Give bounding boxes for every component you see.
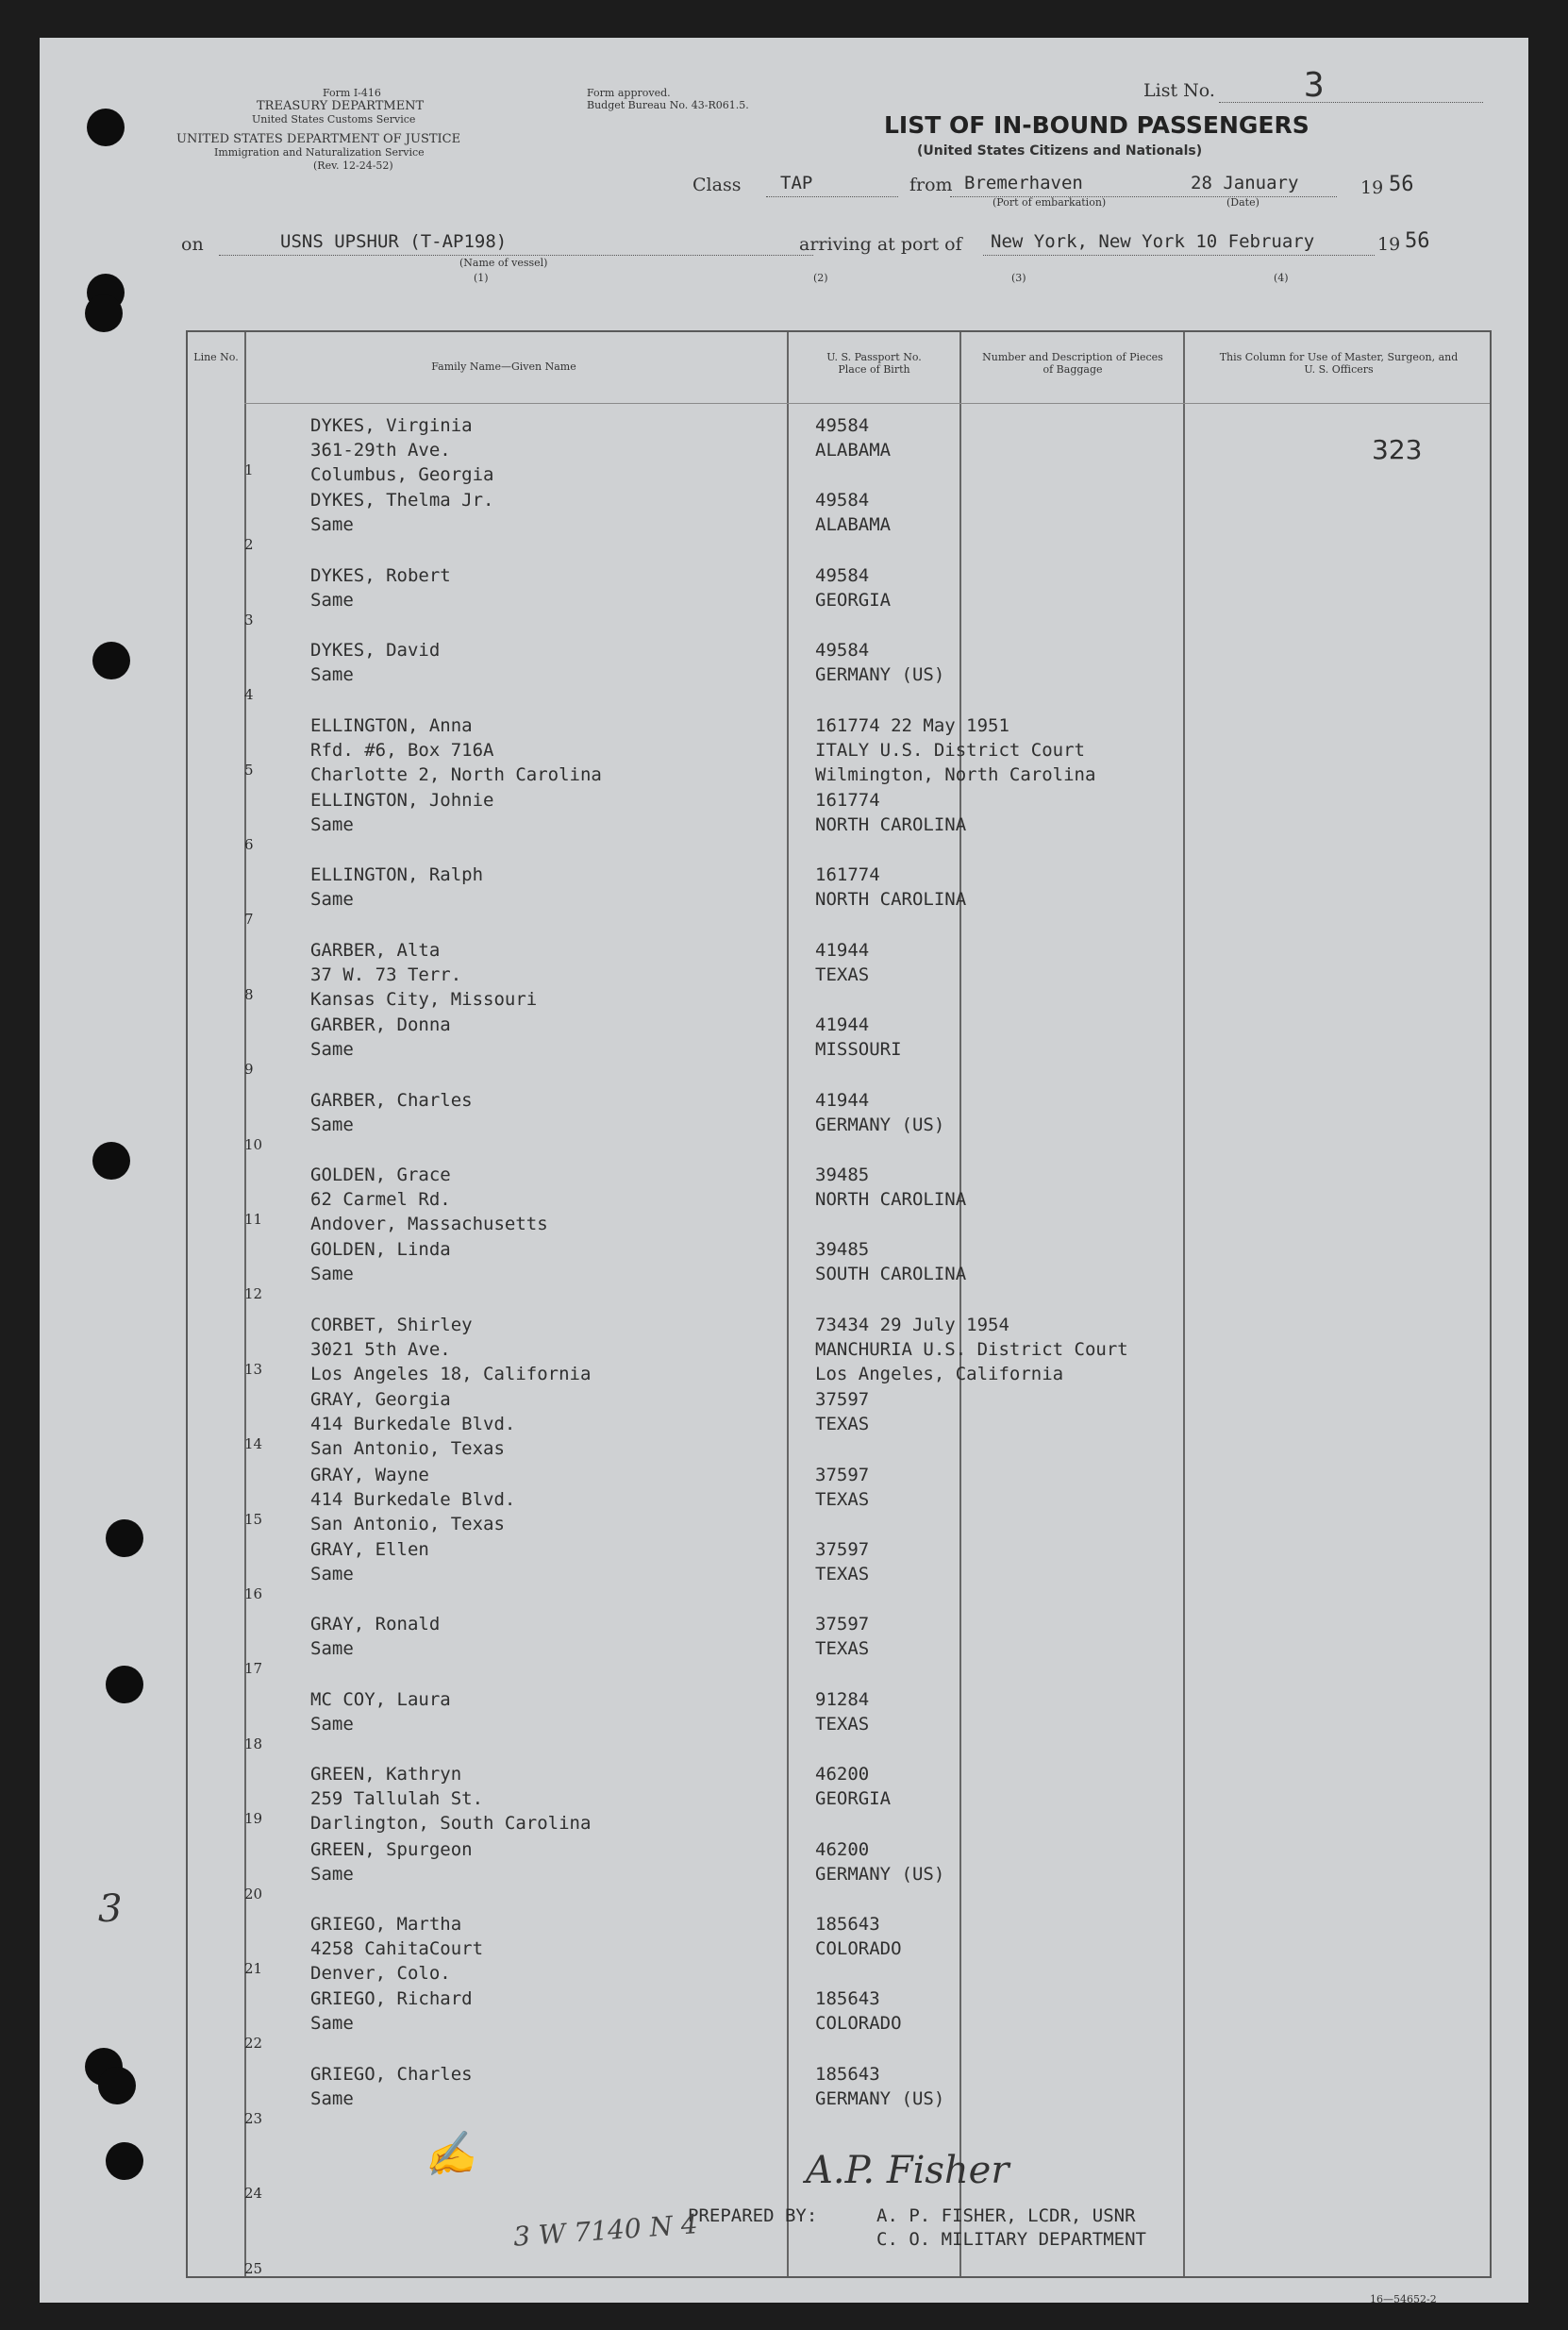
passport-number: 49584 <box>815 415 870 436</box>
passport-birthplace <box>815 938 869 987</box>
passport-number: 161774 <box>815 864 880 886</box>
address-line: 414 Burkedale Blvd. <box>310 1414 516 1435</box>
line-number: 5 <box>244 761 254 779</box>
header-baggage: Number and Description of Pieces of Baggage <box>982 351 1163 376</box>
passenger-name <box>310 1986 473 2036</box>
passport-number: 41944 <box>815 939 870 961</box>
arrival-underline <box>983 255 1375 256</box>
passport-number: 185643 <box>815 1914 880 1935</box>
list-no-underline <box>1219 102 1483 103</box>
passport-number: 185643 <box>815 1988 880 2010</box>
family-given-name: GARBER, Donna <box>310 1014 451 1036</box>
family-given-name: GRIEGO, Charles <box>310 2063 473 2085</box>
passport-number: 39485 <box>815 1239 870 1261</box>
place-of-birth: GERMANY (US) <box>815 664 945 686</box>
line-number: 8 <box>244 985 254 1003</box>
table-row <box>188 1908 1490 1983</box>
passport-number: 37597 <box>815 1614 870 1635</box>
col-caption-2: (2) <box>813 272 828 284</box>
passport-birthplace <box>815 1163 966 1212</box>
line-number: 2 <box>244 536 254 554</box>
address-line: Darlington, South Carolina <box>310 1813 592 1835</box>
family-given-name: GARBER, Charles <box>310 1089 473 1111</box>
line-number: 3 <box>244 611 254 629</box>
address-line: 361-29th Ave. <box>310 440 451 461</box>
passport-birthplace <box>815 1687 869 1736</box>
address-line: Same <box>310 1114 354 1135</box>
address-line: 414 Burkedale Blvd. <box>310 1488 516 1510</box>
table-row <box>188 784 1490 859</box>
family-given-name: GOLDEN, Grace <box>310 1165 451 1185</box>
punch-hole <box>106 1666 143 1703</box>
header-name: Family Name—Given Name <box>431 360 576 373</box>
place-of-birth: TEXAS <box>815 1713 870 1735</box>
address-line: San Antonio, Texas <box>310 1438 505 1460</box>
passenger-name <box>310 1387 515 1461</box>
place-of-birth: TEXAS <box>815 964 870 985</box>
page-title: LIST OF IN-BOUND PASSENGERS <box>884 111 1309 139</box>
list-no-label: List No. <box>1143 80 1215 101</box>
table-row <box>188 634 1490 709</box>
passenger-name <box>310 1463 515 1536</box>
address-line: Charlotte 2, North Carolina <box>310 763 602 785</box>
passenger-name <box>310 1088 473 1137</box>
passport-number: 46200 <box>815 1838 870 1860</box>
table-row <box>188 1383 1490 1458</box>
family-given-name: GRAY, Ronald <box>310 1614 441 1635</box>
address-line: 4258 CahitaCourt <box>310 1938 484 1959</box>
year-prefix: 19 <box>1360 177 1384 198</box>
family-given-name: GRIEGO, Richard <box>310 1988 473 2010</box>
place-of-birth: ALABAMA <box>815 514 892 536</box>
address-line: Same <box>310 2013 354 2035</box>
table-row <box>188 484 1490 559</box>
punch-hole <box>106 2142 143 2180</box>
table-row <box>188 1009 1490 1083</box>
line-number: 10 <box>244 1135 263 1153</box>
passport-number: 37597 <box>815 1389 870 1411</box>
line-number: 1 <box>244 461 254 478</box>
arriving-label: arriving at port of <box>799 234 962 255</box>
passport-birthplace <box>815 788 966 837</box>
table-row <box>188 1983 1490 2057</box>
form-code: 16—54652-2 <box>1370 2293 1437 2305</box>
address-line: Same <box>310 1863 354 1885</box>
table-row <box>188 1608 1490 1683</box>
date-value: 28 January <box>1191 173 1299 193</box>
prepared-by-label: PREPARED BY: <box>688 2205 818 2226</box>
passport-birthplace <box>815 1237 966 1286</box>
passport-birthplace <box>815 1463 869 1512</box>
officer-note: 323 <box>1372 434 1423 465</box>
manifest-sheet <box>40 38 1528 2303</box>
table-row <box>188 1233 1490 1308</box>
table-row <box>188 1684 1490 1758</box>
page-subtitle: (United States Citizens and Nationals) <box>917 143 1203 159</box>
place-of-birth: TEXAS <box>815 1564 870 1584</box>
table-row <box>188 410 1490 484</box>
table-row <box>188 1459 1490 1534</box>
arrival-port: New York, New York 10 February <box>991 231 1315 252</box>
family-given-name: DYKES, Thelma Jr. <box>310 490 494 511</box>
from-label: from <box>909 175 953 195</box>
place-of-birth: SOUTH CAROLINA <box>815 1264 967 1285</box>
passenger-table <box>186 330 1492 2278</box>
passport-number: 49584 <box>815 564 870 586</box>
passport-number: 49584 <box>815 490 870 511</box>
address-line: San Antonio, Texas <box>310 1513 505 1534</box>
line-number: 22 <box>244 2035 263 2053</box>
passenger-name <box>310 1912 483 1986</box>
vessel-caption: (Name of vessel) <box>459 257 548 269</box>
passenger-name <box>310 563 451 612</box>
passport-birthplace <box>815 2062 944 2111</box>
handwritten-note: 3 W 7140 N 4 <box>512 2208 699 2253</box>
place-of-birth: NORTH CAROLINA <box>815 814 967 835</box>
address-line: Same <box>310 1039 354 1061</box>
place-of-birth: TEXAS <box>815 1414 870 1435</box>
passenger-name <box>310 1237 451 1286</box>
table-row <box>188 1084 1490 1159</box>
class-underline <box>766 196 898 197</box>
table-row <box>188 2058 1490 2133</box>
address-line: Denver, Colo. <box>310 1963 451 1984</box>
passenger-name <box>310 1013 451 1062</box>
list-no-value: 3 <box>1304 66 1325 105</box>
address-line: Same <box>310 1638 354 1660</box>
address-line: Same <box>310 889 354 911</box>
passenger-name <box>310 413 493 487</box>
table-row <box>188 1159 1490 1233</box>
line-number: 15 <box>244 1510 263 1528</box>
family-given-name: MC COY, Laura <box>310 1688 451 1710</box>
form-number: Form I-416 <box>323 87 381 99</box>
passenger-name <box>310 488 493 537</box>
header-line-no: Line No. <box>193 351 239 363</box>
line-number: 25 <box>244 2259 263 2277</box>
place-of-birth: TEXAS <box>815 1488 870 1510</box>
address-line: 259 Tallulah St. <box>310 1788 484 1810</box>
preparer-line-2: C. O. MILITARY DEPARTMENT <box>876 2229 1146 2250</box>
family-given-name: GRAY, Wayne <box>310 1464 429 1485</box>
line-number: 13 <box>244 1360 263 1378</box>
passport-number: 49584 <box>815 640 870 662</box>
passenger-name <box>310 863 483 912</box>
passenger-name <box>310 938 537 1012</box>
passport-birthplace <box>815 1612 869 1661</box>
family-given-name: DYKES, Virginia <box>310 415 473 436</box>
line-number: 19 <box>244 1810 263 1828</box>
place-of-birth: Los Angeles, California <box>815 1363 1064 1384</box>
class-label: Class <box>692 175 742 195</box>
address-line: Same <box>310 664 354 686</box>
address-line: Rfd. #6, Box 716A <box>310 739 494 761</box>
family-given-name: GRIEGO, Martha <box>310 1914 462 1935</box>
line-number: 18 <box>244 1735 263 1752</box>
header-officers: This Column for Use of Master, Surgeon, and U. S. Officers <box>1219 351 1459 376</box>
passport-number: 37597 <box>815 1464 870 1485</box>
year-value: 56 <box>1389 173 1414 196</box>
passenger-name <box>310 1313 591 1386</box>
passport-number: 161774 <box>815 790 880 811</box>
table-row <box>188 859 1490 933</box>
vessel-name: USNS UPSHUR (T-AP198) <box>280 231 508 252</box>
passenger-name <box>310 1762 591 1836</box>
passport-number: 73434 29 July 1954 <box>815 1314 1009 1335</box>
preparer-line-1: A. P. FISHER, LCDR, USNR <box>876 2205 1136 2226</box>
passport-birthplace <box>815 413 891 462</box>
punch-hole <box>92 1142 130 1180</box>
on-label: on <box>181 234 204 255</box>
family-given-name: GRAY, Ellen <box>310 1539 429 1560</box>
place-of-birth: MANCHURIA U.S. District Court <box>815 1338 1128 1360</box>
punch-hole <box>92 642 130 679</box>
table-row <box>188 1834 1490 1908</box>
punch-hole <box>98 2067 136 2104</box>
preparer-signature: A.P. Fisher <box>806 2149 1009 2192</box>
table-row <box>188 934 1490 1009</box>
date-caption: (Date) <box>1226 196 1259 209</box>
passport-birthplace <box>815 488 891 537</box>
from-caption: (Port of embarkation) <box>993 196 1107 209</box>
doj-line-2: Immigration and Naturalization Service <box>214 146 425 159</box>
family-given-name: DYKES, David <box>310 640 441 662</box>
table-row <box>188 710 1490 784</box>
place-of-birth: COLORADO <box>815 1938 902 1959</box>
line-number: 20 <box>244 1885 263 1903</box>
from-value: Bremerhaven <box>964 173 1083 193</box>
approval-line-1: Form approved. <box>587 87 671 99</box>
place-of-birth: GERMANY (US) <box>815 1863 945 1885</box>
place-of-birth: TEXAS <box>815 1638 870 1660</box>
line-number: 7 <box>244 911 254 929</box>
col-caption-4: (4) <box>1274 272 1289 284</box>
line-number: 14 <box>244 1435 263 1453</box>
passenger-name <box>310 1163 548 1236</box>
punch-hole <box>87 109 125 146</box>
passport-birthplace <box>815 713 1095 787</box>
address-line: Kansas City, Missouri <box>310 988 538 1010</box>
family-given-name: ELLINGTON, Johnie <box>310 790 494 811</box>
address-line: Same <box>310 1264 354 1285</box>
family-given-name: GREEN, Kathryn <box>310 1764 462 1785</box>
passport-birthplace <box>815 638 944 687</box>
passenger-name <box>310 1837 473 1886</box>
col-caption-3: (3) <box>1011 272 1026 284</box>
passport-birthplace <box>815 863 966 912</box>
agency-line-1: TREASURY DEPARTMENT <box>257 99 425 113</box>
family-given-name: GRAY, Georgia <box>310 1389 451 1411</box>
agency-line-2: United States Customs Service <box>252 113 416 126</box>
doj-line-3: (Rev. 12-24-52) <box>313 159 393 172</box>
table-row <box>188 560 1490 634</box>
family-given-name: DYKES, Robert <box>310 564 451 586</box>
margin-mark: 3 <box>98 1887 123 1931</box>
place-of-birth: NORTH CAROLINA <box>815 1189 967 1210</box>
table-row <box>188 2208 1490 2283</box>
place-of-birth: ALABAMA <box>815 440 892 461</box>
passport-number: 185643 <box>815 2063 880 2085</box>
line-number: 4 <box>244 686 254 704</box>
vessel-underline <box>219 255 813 256</box>
family-given-name: ELLINGTON, Ralph <box>310 864 484 886</box>
family-given-name: GOLDEN, Linda <box>310 1239 451 1261</box>
address-line: Same <box>310 1713 354 1735</box>
arrival-year-prefix: 19 <box>1377 234 1401 255</box>
place-of-birth: GERMANY (US) <box>815 2087 945 2109</box>
place-of-birth: COLORADO <box>815 2013 902 2035</box>
passport-birthplace <box>815 1912 902 1961</box>
table-row <box>188 1309 1490 1383</box>
address-line: Same <box>310 1564 354 1584</box>
passenger-name <box>310 788 493 837</box>
place-of-birth: GERMANY (US) <box>815 1114 945 1135</box>
line-number: 16 <box>244 1585 263 1602</box>
passport-number: 91284 <box>815 1688 870 1710</box>
address-line: Andover, Massachusetts <box>310 1214 548 1234</box>
arrival-year: 56 <box>1405 229 1430 253</box>
passport-number: 41944 <box>815 1014 870 1036</box>
passenger-name <box>310 1537 429 1586</box>
passport-birthplace <box>815 1837 944 1886</box>
passport-birthplace <box>815 1986 902 2036</box>
class-value: TAP <box>780 173 813 193</box>
line-number: 9 <box>244 1061 254 1079</box>
place-of-birth: MISSOURI <box>815 1039 902 1061</box>
place-of-birth: NORTH CAROLINA <box>815 889 967 911</box>
passport-number: 161774 22 May 1951 <box>815 714 1009 736</box>
passport-number: 41944 <box>815 1089 870 1111</box>
officer-signature-scrawl: ✍ <box>421 2128 478 2182</box>
line-number: 17 <box>244 1660 263 1678</box>
address-line: Same <box>310 514 354 536</box>
family-given-name: GREEN, Spurgeon <box>310 1838 473 1860</box>
line-number: 12 <box>244 1285 263 1303</box>
passport-birthplace <box>815 1762 891 1811</box>
punch-hole <box>85 294 123 332</box>
line-number: 21 <box>244 1960 263 1977</box>
place-of-birth: GEORGIA <box>815 1788 892 1810</box>
passport-number: 37597 <box>815 1539 870 1560</box>
line-number: 23 <box>244 2109 263 2127</box>
passport-birthplace <box>815 1088 944 1137</box>
passport-number: 46200 <box>815 1764 870 1785</box>
family-given-name: CORBET, Shirley <box>310 1314 473 1335</box>
doj-line-1: UNITED STATES DEPARTMENT OF JUSTICE <box>176 132 461 146</box>
address-line: Same <box>310 589 354 611</box>
place-of-birth: Wilmington, North Carolina <box>815 763 1096 785</box>
from-underline <box>950 196 1337 197</box>
line-number: 6 <box>244 836 254 853</box>
passenger-name <box>310 638 440 687</box>
passenger-name <box>310 1612 440 1661</box>
passport-number: 39485 <box>815 1165 870 1185</box>
passenger-name <box>310 713 602 787</box>
passport-birthplace <box>815 1013 902 1062</box>
col-caption-1: (1) <box>474 272 489 284</box>
punch-hole <box>106 1519 143 1557</box>
family-given-name: ELLINGTON, Anna <box>310 714 473 736</box>
address-line: 37 W. 73 Terr. <box>310 964 462 985</box>
family-given-name: GARBER, Alta <box>310 939 441 961</box>
passport-birthplace <box>815 563 891 612</box>
approval-line-2: Budget Bureau No. 43-R061.5. <box>587 99 749 111</box>
table-row <box>188 1534 1490 1608</box>
passport-birthplace <box>815 1537 869 1586</box>
line-number: 11 <box>244 1211 263 1228</box>
place-of-birth: ITALY U.S. District Court <box>815 739 1085 761</box>
passport-birthplace <box>815 1313 1128 1386</box>
passenger-name <box>310 1687 451 1736</box>
address-line: 62 Carmel Rd. <box>310 1189 451 1210</box>
passport-birthplace <box>815 1387 869 1436</box>
address-line: Same <box>310 2087 354 2109</box>
table-row <box>188 1758 1490 1833</box>
line-number: 24 <box>244 2185 263 2203</box>
header-passport: U. S. Passport No. Place of Birth <box>826 351 922 376</box>
address-line: Same <box>310 814 354 835</box>
address-line: 3021 5th Ave. <box>310 1338 451 1360</box>
address-line: Los Angeles 18, California <box>310 1363 592 1384</box>
place-of-birth: GEORGIA <box>815 589 892 611</box>
passenger-name <box>310 2062 473 2111</box>
address-line: Columbus, Georgia <box>310 464 494 485</box>
